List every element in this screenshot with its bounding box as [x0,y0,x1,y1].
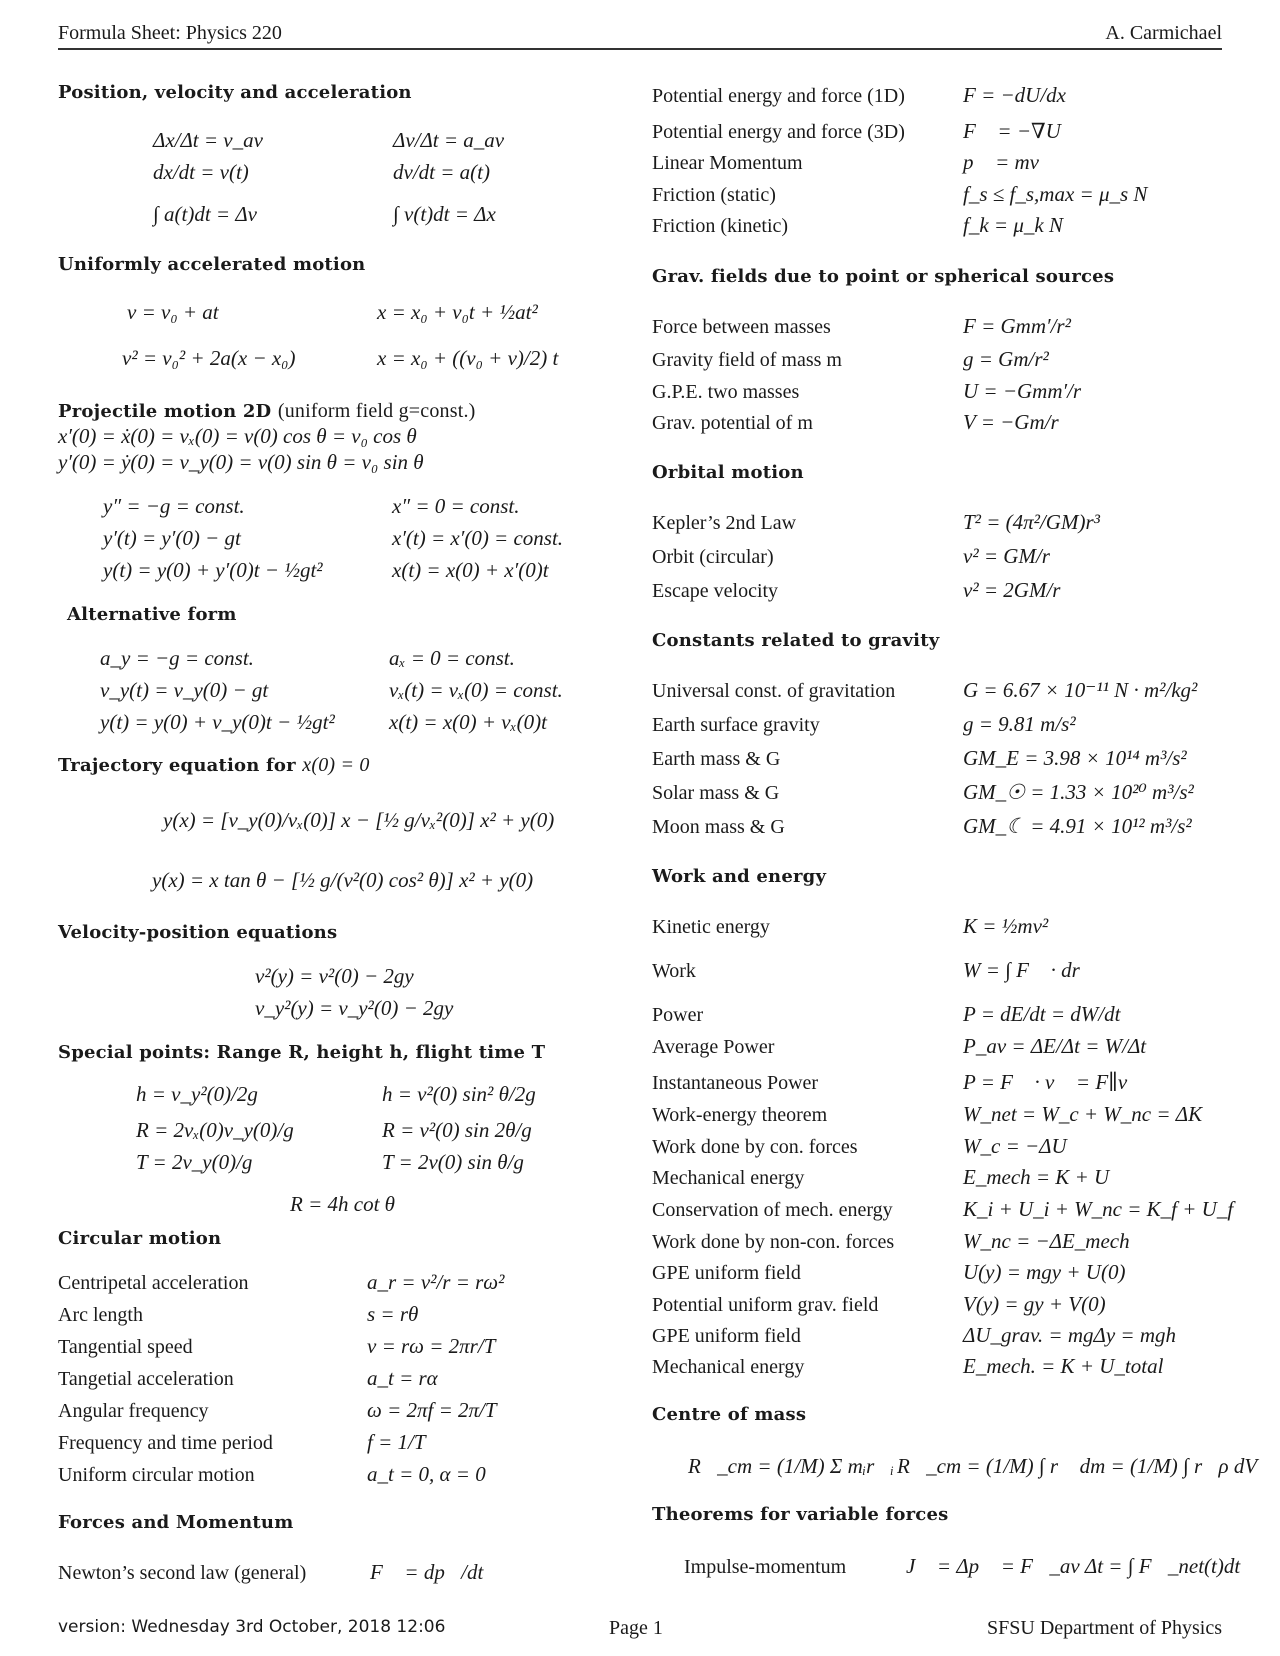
equation: h = v_y²(0)/2g [136,1082,258,1106]
row-label: Newton’s second law (general) [58,1562,307,1584]
row-label: Uniform circular motion [58,1464,255,1486]
equation: P = F⃗ · v⃗ = F∥v [963,1070,1128,1094]
equation: x″ = 0 = const. [392,494,520,518]
equation: R = 4h cot θ [290,1192,395,1216]
equation: dx/dt = v(t) [153,160,249,184]
page-number: Page 1 [609,1617,663,1639]
equation: F = Gmm′/r² [963,314,1071,338]
row-label: Frequency and time period [58,1432,273,1454]
section-title-theorems: Theorems for variable forces [652,1504,949,1525]
equation: K_i + U_i + W_nc = K_f + U_f [963,1197,1234,1221]
equation: Δv/Δt = a_av [393,128,505,152]
section-title-projectile [58,400,476,423]
equation: s = rθ [367,1302,419,1326]
equation: R⃗_cm = (1/M) ∫ r⃗ dm = (1/M) ∫ r⃗ρ dV [897,1454,1258,1478]
row-label: Tangetial acceleration [58,1368,234,1390]
row-label: Universal const. of gravitation [652,680,896,702]
row-label: Impulse-momentum [684,1556,847,1578]
row-label: Escape velocity [652,580,779,602]
section-title-orbital: Orbital motion [652,462,804,483]
row-label: Work [652,960,696,982]
equation: vₓ(t) = vₓ(0) = const. [389,678,563,702]
equation: g = Gm/r² [963,347,1049,371]
equation: ∫ a(t)dt = Δv [153,202,257,226]
equation: v = rω = 2πr/T [367,1334,496,1358]
row-label: Friction (kinetic) [652,215,789,237]
row-label: Average Power [652,1036,775,1058]
row-label: Orbit (circular) [652,546,774,568]
equation: h = v²(0) sin² θ/2g [382,1082,536,1106]
equation: x = x₀ + v₀t + ½at² [377,300,538,324]
row-label: Friction (static) [652,184,776,206]
equation: y′(t) = y′(0) − gt [103,526,241,550]
equation: y′(0) = ẏ(0) = v_y(0) = v(0) sin θ = v₀ sin θ [58,450,424,474]
section-title-forces: Forces and Momentum [58,1512,294,1533]
row-label: Solar mass & G [652,782,780,804]
equation: R = 2vₓ(0)v_y(0)/g [136,1118,294,1142]
row-label: Moon mass & G [652,816,785,838]
equation: V = −Gm/r [963,410,1059,434]
row-label: Work-energy theorem [652,1104,828,1126]
sheet-title: Formula Sheet: Physics 220 [58,22,282,44]
section-title-pva: Position, velocity and acceleration [58,82,412,103]
equation: T² = (4π²/GM)r³ [963,510,1100,534]
equation: f_k = μ_k N [963,213,1063,237]
row-label: GPE uniform field [652,1262,801,1284]
equation: E_mech. = K + U_total [963,1354,1164,1378]
equation: v_y(t) = v_y(0) − gt [100,678,269,702]
version-stamp: version: Wednesday 3rd October, 2018 12:06 [58,1617,446,1637]
equation: f_s ≤ f_s,max = μ_s N [963,182,1148,206]
section-title-math: x(0) = 0 [302,754,370,776]
equation: aₓ = 0 = const. [389,646,515,670]
row-label: Force between masses [652,316,831,338]
row-label: G.P.E. two masses [652,381,800,403]
row-label: Tangential speed [58,1336,193,1358]
section-title-work-energy: Work and energy [652,866,827,887]
equation: T = 2v_y(0)/g [136,1150,253,1174]
equation: F⃗ = dp⃗/dt [370,1560,484,1584]
row-label: Instantaneous Power [652,1072,819,1094]
equation: E_mech = K + U [963,1165,1110,1189]
author-name: A. Carmichael [1105,22,1222,44]
equation: v² = 2GM/r [963,578,1061,602]
equation: v² = GM/r [963,544,1050,568]
equation: a_r = v²/r = rω² [367,1270,505,1294]
equation: f = 1/T [367,1430,426,1454]
equation: R = v²(0) sin 2θ/g [382,1118,532,1142]
row-label: Kepler’s 2nd Law [652,512,797,534]
equation: v = v₀ + at [127,300,219,324]
section-title-text: Trajectory equation for [58,755,296,776]
equation: y″ = −g = const. [103,494,245,518]
equation: W_nc = −ΔE_mech [963,1229,1130,1253]
department-name: SFSU Department of Physics [987,1617,1222,1639]
equation: T = 2v(0) sin θ/g [382,1150,524,1174]
equation: U = −Gmm′/r [963,379,1082,403]
equation: Δx/Δt = v_av [153,128,263,152]
section-title-velocity-position: Velocity-position equations [58,922,338,943]
row-label: Potential uniform grav. field [652,1294,879,1316]
equation: y(t) = y(0) + y′(0)t − ½gt² [103,558,323,582]
equation: v²(y) = v²(0) − 2gy [255,964,414,988]
equation: W_net = W_c + W_nc = ΔK [963,1102,1203,1126]
equation: W = ∫ F⃗ · dr⃗ [963,958,1097,982]
equation: g = 9.81 m/s² [963,712,1076,736]
row-label: GPE uniform field [652,1325,801,1347]
equation: R⃗_cm = (1/M) Σ mᵢr⃗ᵢ [688,1454,894,1478]
header-rule [58,48,1222,50]
equation: GM_☾ = 4.91 × 10¹² m³/s² [963,814,1192,838]
equation: GM_E = 3.98 × 10¹⁴ m³/s² [963,746,1187,770]
row-label: Grav. potential of m [652,412,813,434]
equation: x′(0) = ẋ(0) = vₓ(0) = v(0) cos θ = v₀ cos θ [58,424,417,448]
section-title-text: Projectile motion 2D [58,401,272,422]
equation: W_c = −ΔU [963,1134,1067,1158]
row-label: Linear Momentum [652,152,803,174]
row-label: Potential energy and force (1D) [652,85,905,107]
equation: U(y) = mgy + U(0) [963,1260,1126,1284]
row-label: Work done by con. forces [652,1136,858,1158]
section-title-circular: Circular motion [58,1228,222,1249]
equation: F = −dU/dx [963,83,1066,107]
equation: v² = v₀² + 2a(x − x₀) [122,346,296,370]
equation: a_t = rα [367,1366,438,1390]
equation: GM_☉ = 1.33 × 10²⁰ m³/s² [963,780,1194,804]
row-label: Work done by non-con. forces [652,1231,895,1253]
equation: K = ½mv² [963,914,1049,938]
row-label: Centripetal acceleration [58,1272,249,1294]
equation: ΔU_grav. = mgΔy = mgh [963,1323,1176,1347]
equation: ω = 2πf = 2π/T [367,1398,497,1422]
row-label: Earth mass & G [652,748,781,770]
row-label: Gravity field of mass m [652,349,842,371]
equation: x′(t) = x′(0) = const. [392,526,564,550]
equation: v_y²(y) = v_y²(0) − 2gy [255,996,454,1020]
equation: y(x) = [v_y(0)/vₓ(0)] x − [½ g/vₓ²(0)] x² + y(0) [163,808,555,832]
equation: V(y) = gy + V(0) [963,1292,1106,1316]
equation: x = x₀ + ((v₀ + v)/2) t [377,346,559,370]
section-title-grav-fields: Grav. fields due to point or spherical sources [652,266,1115,287]
section-title-centre-of-mass: Centre of mass [652,1404,807,1425]
equation: a_y = −g = const. [100,646,254,670]
section-title-constants: Constants related to gravity [652,630,940,651]
equation: y(x) = x tan θ − [½ g/(v²(0) cos² θ)] x² + y(0) [152,868,534,892]
equation: x(t) = x(0) + vₓ(0)t [389,710,547,734]
equation: y(t) = y(0) + v_y(0)t − ½gt² [100,710,335,734]
equation: ∫ v(t)dt = Δx [393,202,496,226]
row-label: Earth surface gravity [652,714,820,736]
section-title-special-points: Special points: Range R, height h, flight time T [58,1042,546,1063]
equation: x(t) = x(0) + x′(0)t [392,558,549,582]
equation: dv/dt = a(t) [393,160,490,184]
equation: P = dE/dt = dW/dt [963,1002,1121,1026]
equation: G = 6.67 × 10⁻¹¹ N · m²/kg² [963,678,1198,702]
row-label: Power [652,1004,704,1026]
row-label: Angular frequency [58,1400,209,1422]
row-label: Arc length [58,1304,143,1326]
equation: J⃗ = Δp⃗ = F⃗_av Δt = ∫ F⃗_net(t)dt [906,1554,1241,1578]
row-label: Conservation of mech. energy [652,1199,893,1221]
row-label: Kinetic energy [652,916,770,938]
equation: F⃗ = −∇U [963,119,1061,143]
row-label: Mechanical energy [652,1356,805,1378]
section-subtitle: (uniform field g=const.) [277,400,476,422]
row-label: Mechanical energy [652,1167,805,1189]
section-title-alternative: Alternative form [67,604,237,625]
equation: P_av = ΔE/Δt = W/Δt [963,1034,1147,1058]
section-title-trajectory [58,754,370,777]
row-label: Potential energy and force (3D) [652,121,905,143]
equation: a_t = 0, α = 0 [367,1462,486,1486]
equation: p⃗ = mv⃗ [963,150,1056,174]
section-title-uam: Uniformly accelerated motion [58,254,366,275]
